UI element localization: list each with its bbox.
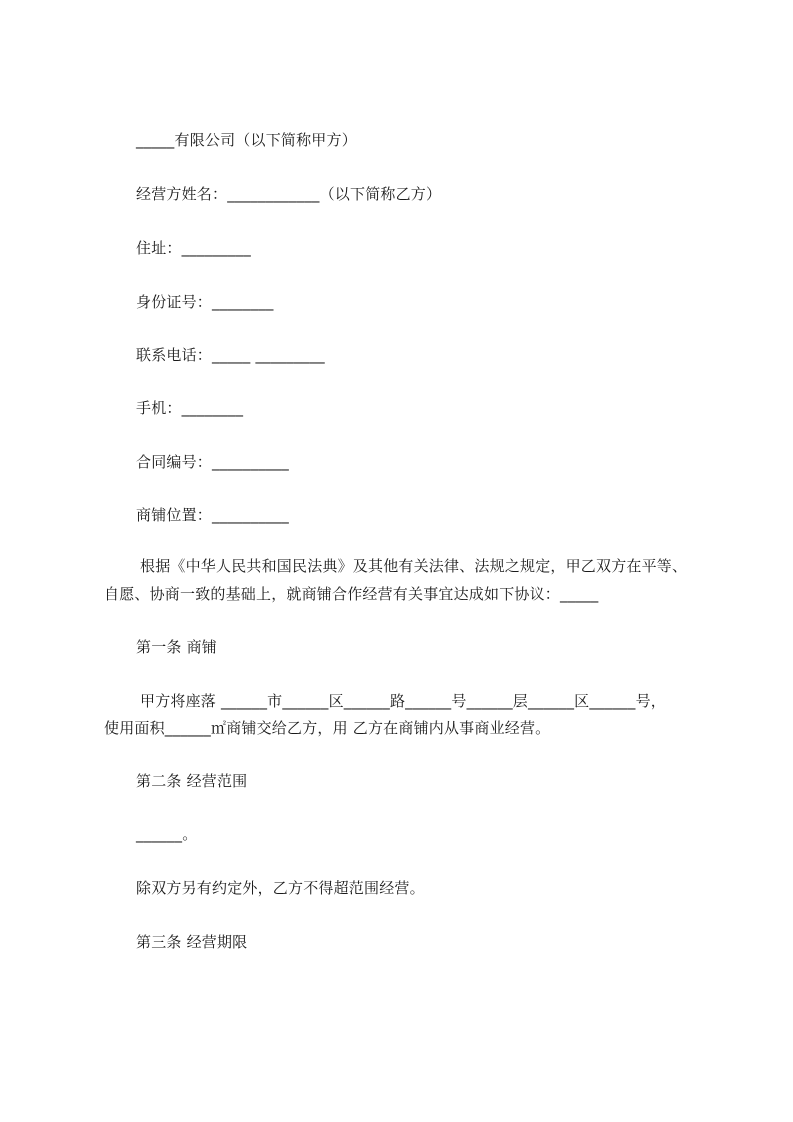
contract-number-line: 合同编号：__________ [136,453,290,471]
scope-restriction: 除双方另有约定外，乙方不得超范围经营。 [136,879,425,897]
article-1-line-2: 使用面积______㎡商铺交给乙方，用 乙方在商铺内从事商业经营。 [104,719,551,737]
article-3-title: 第三条 经营期限 [136,933,248,951]
phone-line: 联系电话：_____ _________ [136,346,325,364]
shop-location-line: 商铺位置：__________ [136,506,290,524]
preamble-line-1: 根据《中华人民共和国民法典》及其他有关法律、法规之规定，甲乙双方在平等、 [140,557,688,575]
party-b-line: 经营方姓名：____________（以下简称乙方） [136,185,442,203]
business-scope-blank: ______。 [136,825,198,843]
party-a-line: _____有限公司（以下简称甲方） [136,131,357,149]
id-number-line: 身份证号：________ [136,293,274,311]
mobile-line: 手机：________ [136,399,244,417]
article-2-title: 第二条 经营范围 [136,772,248,790]
preamble-line-2: 自愿、协商一致的基础上，就商铺合作经营有关事宜达成如下协议：_____ [104,585,599,603]
article-1-title: 第一条 商铺 [136,638,217,656]
article-1-line-1: 甲方将座落 ______市______区______路______号______层______区______号， [140,692,666,710]
address-line: 住址：_________ [136,239,251,257]
